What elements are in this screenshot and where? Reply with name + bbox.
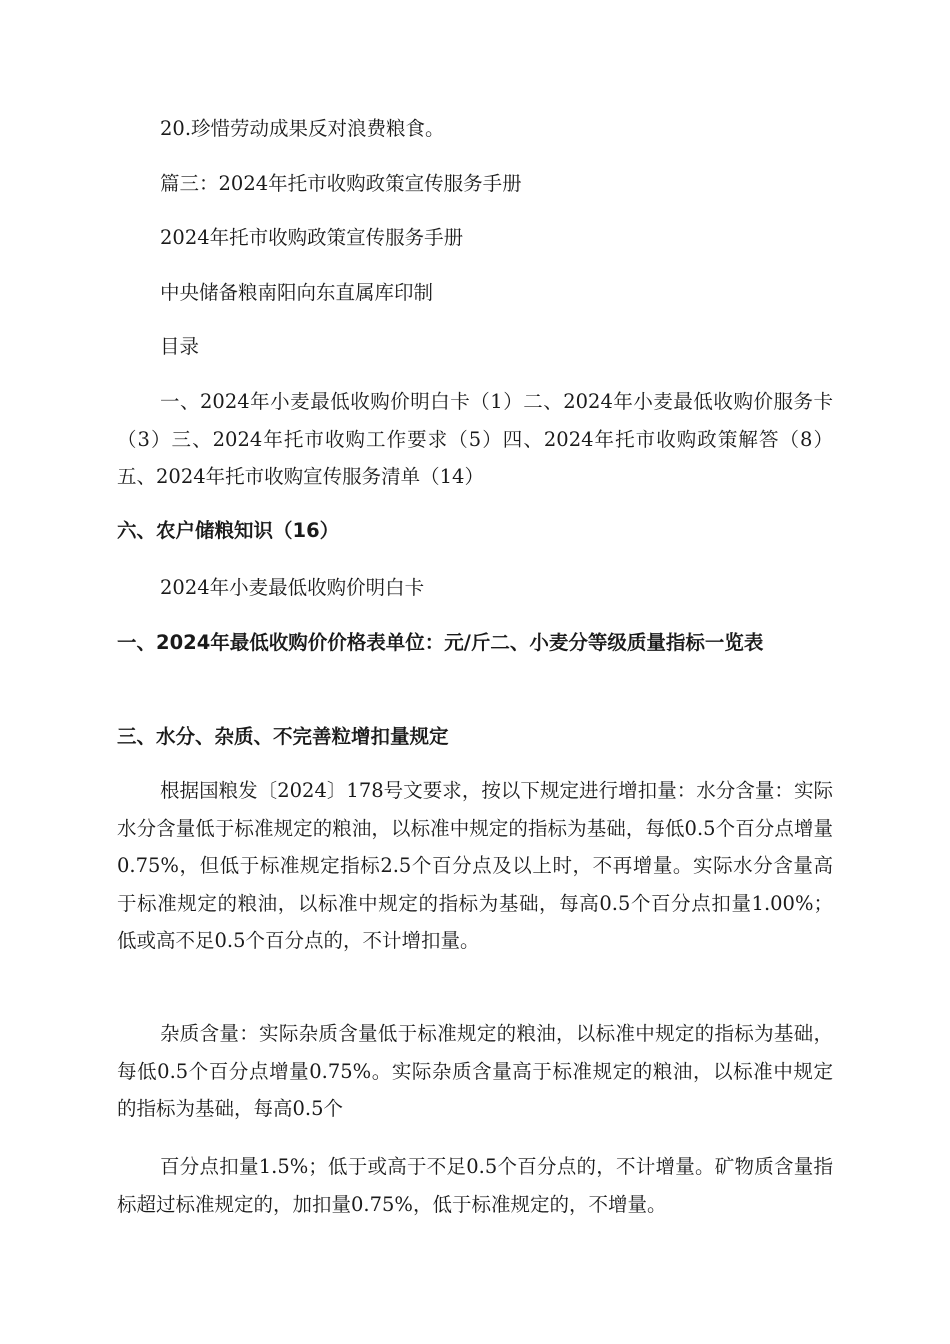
toc-heading: 目录 [160, 335, 200, 358]
handbook-title: 2024年托市收购政策宣传服务手册 [160, 226, 464, 249]
toc-entry-6-heading: 六、农户储粮知识（16） [117, 519, 340, 542]
paragraph-item-20: 20.珍惜劳动成果反对浪费粮食。 [160, 117, 445, 140]
section-title: 篇三：2024年托市收购政策宣传服务手册 [160, 172, 522, 195]
publisher-line: 中央储备粮南阳向东直属库印制 [160, 281, 434, 304]
toc-entries: 一、2024年小麦最低收购价明白卡（1）二、2024年小麦最低收购价服务卡（3）三、2024年托市收购工作要求（5）四、2024年托市收购政策解答（8）五、2024年托市收购宣传服务清单（14） [117, 390, 833, 488]
impurity-rules-paragraph: 杂质含量：实际杂质含量低于标准规定的粮油，以标准中规定的指标为基础，每低0.5个百分点增量0.75%。实际杂质含量高于标准规定的粮油，以标准中规定的指标为基础，每高0.5个 [117, 1022, 833, 1120]
adjustment-rules-heading: 三、水分、杂质、不完善粒增扣量规定 [117, 725, 449, 748]
moisture-rules-paragraph: 根据国粮发〔2024〕178号文要求，按以下规定进行增扣量：水分含量：实际水分含量低于标准规定的粮油，以标准中规定的指标为基础，每低0.5个百分点增量0.75%，但低于标准规定指标2.5个百分点及以上时，不再增量。实际水分含量高于标准规定的粮油，以标准中规定的指标为基础，每高0.5个百分点扣量1.00%；低或高不足0.5个百分点的，不计增扣量。 [117, 779, 833, 952]
price-table-heading: 一、2024年最低收购价价格表单位：元/斤二、小麦分等级质量指标一览表 [117, 631, 764, 654]
card-title: 2024年小麦最低收购价明白卡 [160, 576, 425, 599]
mineral-rules-paragraph: 百分点扣量1.5%；低于或高于不足0.5个百分点的，不计增量。矿物质含量指标超过标准规定的，加扣量0.75%，低于标准规定的，不增量。 [117, 1155, 833, 1216]
